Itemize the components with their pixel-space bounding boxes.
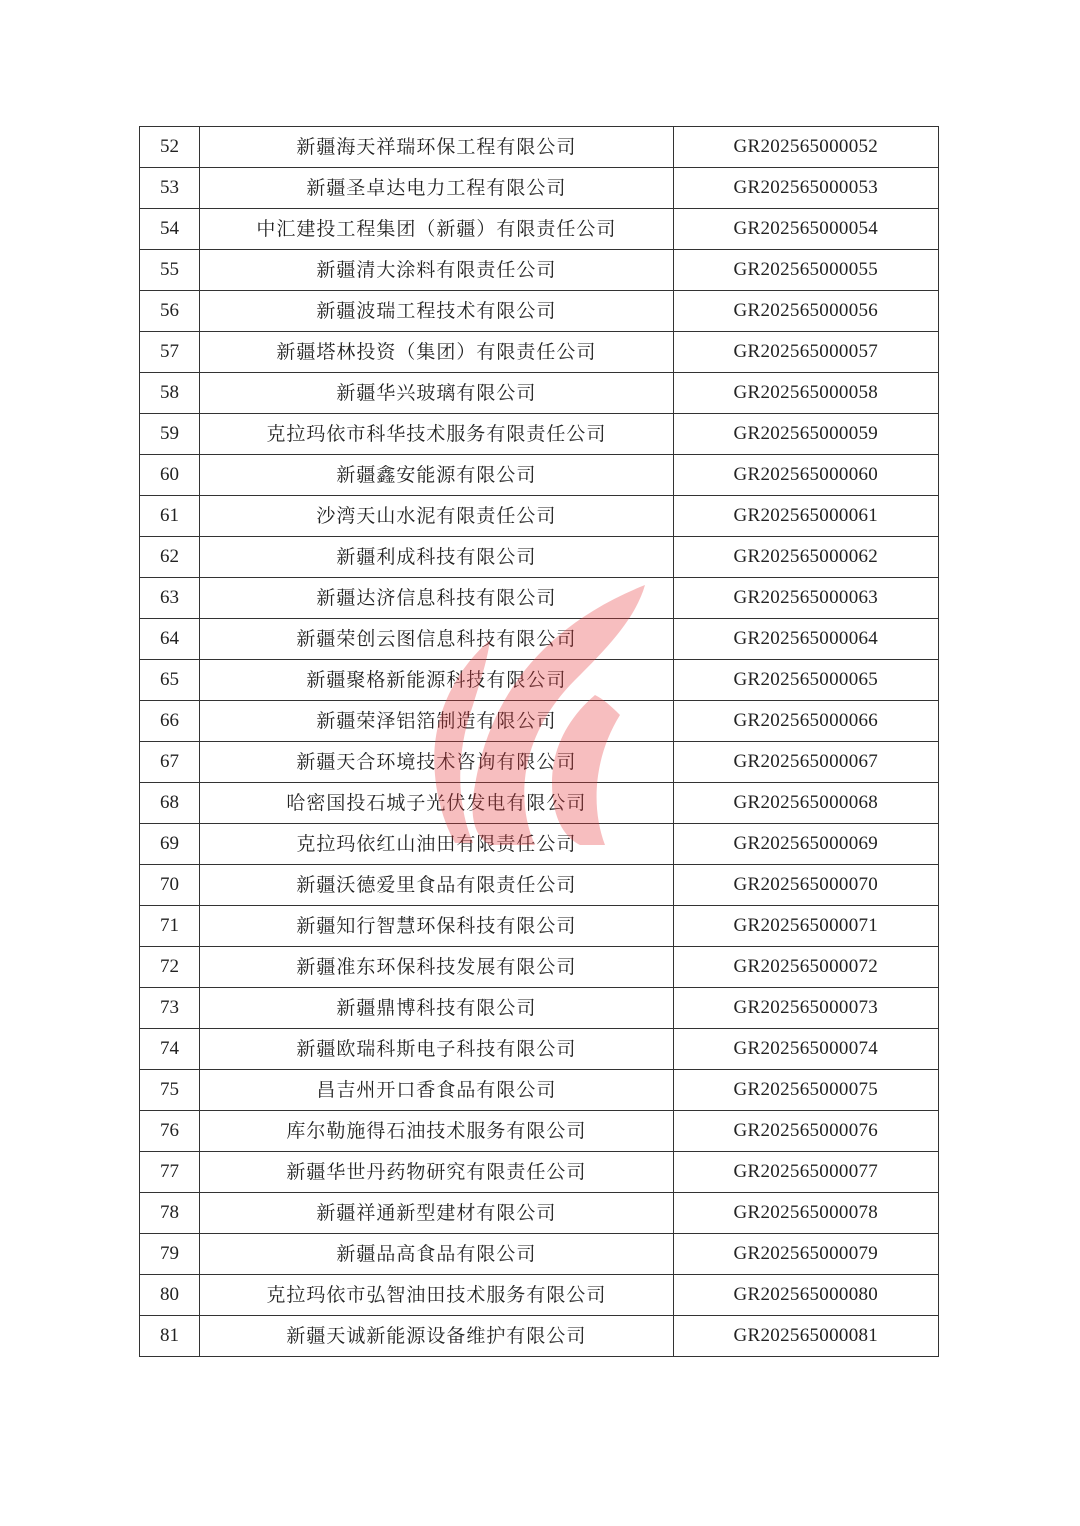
row-number: 71 xyxy=(140,906,200,947)
table-row xyxy=(140,250,939,291)
table-row xyxy=(140,373,939,414)
table-row xyxy=(140,1111,939,1152)
row-number: 62 xyxy=(140,537,200,578)
table-row xyxy=(140,578,939,619)
company-name: 新疆华世丹药物研究有限责任公司 xyxy=(200,1152,674,1193)
row-number: 64 xyxy=(140,619,200,660)
certificate-number: GR202565000074 xyxy=(673,1029,938,1070)
company-name: 新疆天合环境技术咨询有限公司 xyxy=(200,742,674,783)
row-number: 53 xyxy=(140,168,200,209)
table-row xyxy=(140,660,939,701)
certificate-number: GR202565000081 xyxy=(673,1316,938,1357)
company-name: 新疆沃德爱里食品有限责任公司 xyxy=(200,865,674,906)
company-name: 新疆达济信息科技有限公司 xyxy=(200,578,674,619)
company-name: 库尔勒施得石油技术服务有限公司 xyxy=(200,1111,674,1152)
company-name: 新疆准东环保科技发展有限公司 xyxy=(200,947,674,988)
certificate-number: GR202565000053 xyxy=(673,168,938,209)
table-row xyxy=(140,291,939,332)
row-number: 59 xyxy=(140,414,200,455)
certificate-number: GR202565000060 xyxy=(673,455,938,496)
table-row xyxy=(140,1029,939,1070)
table-row xyxy=(140,1234,939,1275)
company-name: 新疆天诚新能源设备维护有限公司 xyxy=(200,1316,674,1357)
certificate-number: GR202565000076 xyxy=(673,1111,938,1152)
company-name: 克拉玛依红山油田有限责任公司 xyxy=(200,824,674,865)
row-number: 58 xyxy=(140,373,200,414)
certificate-number: GR202565000077 xyxy=(673,1152,938,1193)
company-name: 沙湾天山水泥有限责任公司 xyxy=(200,496,674,537)
row-number: 75 xyxy=(140,1070,200,1111)
row-number: 55 xyxy=(140,250,200,291)
table-row xyxy=(140,701,939,742)
certificate-number: GR202565000065 xyxy=(673,660,938,701)
table-row xyxy=(140,1275,939,1316)
table-row xyxy=(140,824,939,865)
certificate-number: GR202565000063 xyxy=(673,578,938,619)
company-table xyxy=(139,126,939,1357)
row-number: 63 xyxy=(140,578,200,619)
company-name: 新疆华兴玻璃有限公司 xyxy=(200,373,674,414)
row-number: 61 xyxy=(140,496,200,537)
company-name: 新疆祥通新型建材有限公司 xyxy=(200,1193,674,1234)
certificate-number: GR202565000066 xyxy=(673,701,938,742)
certificate-number: GR202565000061 xyxy=(673,496,938,537)
company-name: 哈密国投石城子光伏发电有限公司 xyxy=(200,783,674,824)
table-row xyxy=(140,988,939,1029)
company-name: 新疆聚格新能源科技有限公司 xyxy=(200,660,674,701)
row-number: 56 xyxy=(140,291,200,332)
row-number: 78 xyxy=(140,1193,200,1234)
certificate-number: GR202565000058 xyxy=(673,373,938,414)
row-number: 79 xyxy=(140,1234,200,1275)
certificate-number: GR202565000079 xyxy=(673,1234,938,1275)
table-row xyxy=(140,742,939,783)
table-row xyxy=(140,496,939,537)
certificate-number: GR202565000059 xyxy=(673,414,938,455)
certificate-number: GR202565000069 xyxy=(673,824,938,865)
row-number: 60 xyxy=(140,455,200,496)
table-row xyxy=(140,332,939,373)
certificate-number: GR202565000057 xyxy=(673,332,938,373)
row-number: 74 xyxy=(140,1029,200,1070)
company-name: 新疆圣卓达电力工程有限公司 xyxy=(200,168,674,209)
row-number: 57 xyxy=(140,332,200,373)
company-name: 新疆知行智慧环保科技有限公司 xyxy=(200,906,674,947)
row-number: 67 xyxy=(140,742,200,783)
row-number: 76 xyxy=(140,1111,200,1152)
table-row xyxy=(140,209,939,250)
row-number: 70 xyxy=(140,865,200,906)
row-number: 65 xyxy=(140,660,200,701)
certificate-number: GR202565000055 xyxy=(673,250,938,291)
row-number: 54 xyxy=(140,209,200,250)
certificate-number: GR202565000064 xyxy=(673,619,938,660)
row-number: 81 xyxy=(140,1316,200,1357)
certificate-number: GR202565000067 xyxy=(673,742,938,783)
table-row xyxy=(140,168,939,209)
table-row xyxy=(140,619,939,660)
certificate-number: GR202565000054 xyxy=(673,209,938,250)
certificate-number: GR202565000072 xyxy=(673,947,938,988)
company-name: 新疆海天祥瑞环保工程有限公司 xyxy=(200,127,674,168)
company-name: 中汇建投工程集团（新疆）有限责任公司 xyxy=(200,209,674,250)
certificate-number: GR202565000073 xyxy=(673,988,938,1029)
row-number: 80 xyxy=(140,1275,200,1316)
company-name: 新疆鑫安能源有限公司 xyxy=(200,455,674,496)
table-row xyxy=(140,783,939,824)
company-name: 克拉玛依市弘智油田技术服务有限公司 xyxy=(200,1275,674,1316)
company-name: 新疆荣创云图信息科技有限公司 xyxy=(200,619,674,660)
row-number: 73 xyxy=(140,988,200,1029)
table-row xyxy=(140,537,939,578)
row-number: 66 xyxy=(140,701,200,742)
row-number: 52 xyxy=(140,127,200,168)
company-name: 新疆欧瑞科斯电子科技有限公司 xyxy=(200,1029,674,1070)
row-number: 68 xyxy=(140,783,200,824)
company-name: 新疆清大涂料有限责任公司 xyxy=(200,250,674,291)
table-row xyxy=(140,906,939,947)
table-row xyxy=(140,414,939,455)
table-row xyxy=(140,1316,939,1357)
certificate-number: GR202565000071 xyxy=(673,906,938,947)
row-number: 69 xyxy=(140,824,200,865)
certificate-number: GR202565000080 xyxy=(673,1275,938,1316)
company-table-body xyxy=(140,127,939,1357)
company-name: 新疆荣泽铝箔制造有限公司 xyxy=(200,701,674,742)
certificate-number: GR202565000068 xyxy=(673,783,938,824)
certificate-number: GR202565000078 xyxy=(673,1193,938,1234)
certificate-number: GR202565000070 xyxy=(673,865,938,906)
table-row xyxy=(140,127,939,168)
table-row xyxy=(140,865,939,906)
company-name: 昌吉州开口香食品有限公司 xyxy=(200,1070,674,1111)
company-name: 克拉玛依市科华技术服务有限责任公司 xyxy=(200,414,674,455)
table-row xyxy=(140,1193,939,1234)
row-number: 77 xyxy=(140,1152,200,1193)
table-row xyxy=(140,455,939,496)
company-name: 新疆品高食品有限公司 xyxy=(200,1234,674,1275)
company-name: 新疆波瑞工程技术有限公司 xyxy=(200,291,674,332)
certificate-number: GR202565000052 xyxy=(673,127,938,168)
company-name: 新疆利成科技有限公司 xyxy=(200,537,674,578)
table-row xyxy=(140,1070,939,1111)
certificate-number: GR202565000056 xyxy=(673,291,938,332)
certificate-number: GR202565000062 xyxy=(673,537,938,578)
table-row xyxy=(140,1152,939,1193)
company-name: 新疆鼎博科技有限公司 xyxy=(200,988,674,1029)
company-name: 新疆塔林投资（集团）有限责任公司 xyxy=(200,332,674,373)
row-number: 72 xyxy=(140,947,200,988)
table-row xyxy=(140,947,939,988)
certificate-number: GR202565000075 xyxy=(673,1070,938,1111)
